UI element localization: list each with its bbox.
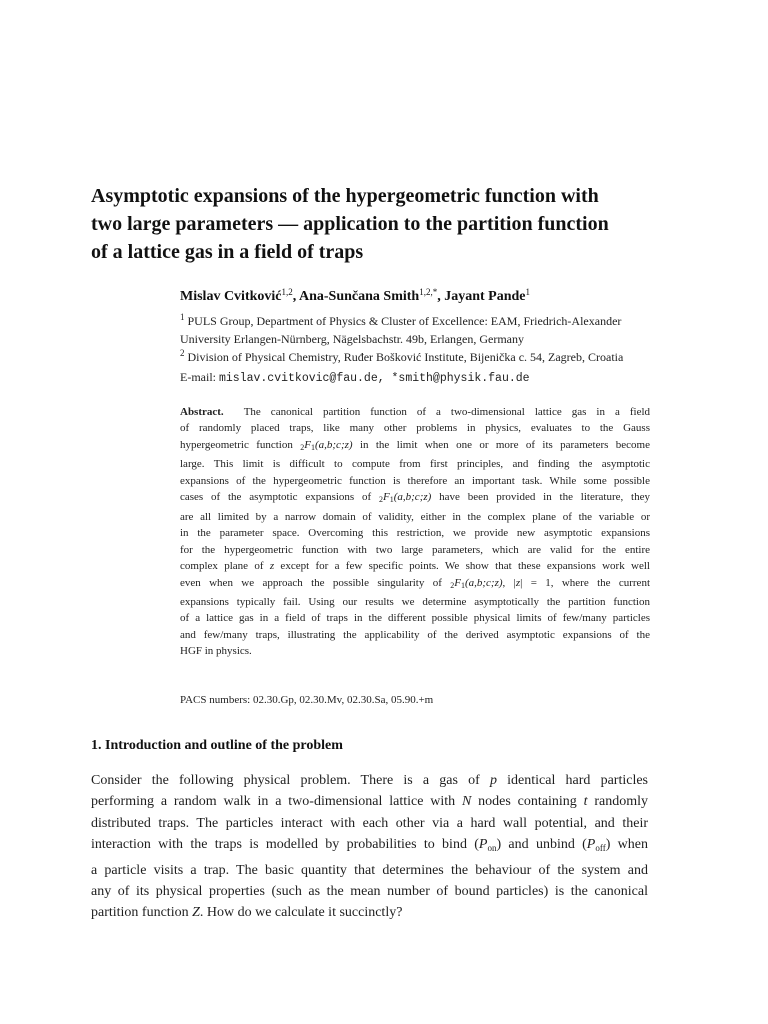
title-line: two large parameters — application to the partition function	[91, 213, 609, 235]
hgf-symbol: F	[383, 491, 390, 504]
math-var: P	[586, 837, 596, 853]
math-var: N	[462, 794, 472, 810]
body-line: a particle visits a trap. The basic quantity that determines the behaviour of the system and	[91, 862, 648, 878]
abstract-line: and few/many traps, illustrating the applicability of the derived asymptotic expansions of the	[180, 628, 650, 641]
body-line	[91, 770, 648, 791]
body-line	[91, 902, 648, 923]
affiliation-text: PULS Group, Department of Physics & Cluster of Excellence: EAM, Friedrich-Alexander	[187, 314, 622, 328]
affiliation-1-cont: University Erlangen-Nürnberg, Nägelsbachstr. 49b, Erlangen, Germany	[180, 332, 525, 346]
abstract-text: , |	[502, 576, 516, 589]
body-text: randomly	[587, 794, 649, 810]
author-name: Jayant Pande	[444, 289, 526, 304]
email-line	[180, 368, 530, 388]
author-affiliation-mark: 1	[525, 287, 530, 297]
author-name: Mislav Cvitković	[180, 289, 282, 304]
hgf-args: (a,b;c;z)	[464, 576, 503, 589]
intro-paragraph	[91, 770, 648, 924]
abstract-line: large. This limit is difficult to compute from first principles, and finding the asymptotic	[180, 458, 650, 471]
body-text: interaction with the traps is modelled by probabilities to bind (	[91, 837, 479, 853]
pacs-numbers: PACS numbers: 02.30.Gp, 02.30.Mv, 02.30.Sa, 05.90.+m	[180, 694, 434, 706]
hgf-pre-index: 2	[450, 580, 455, 590]
math-var: P	[478, 837, 488, 853]
paper-title	[91, 182, 671, 266]
email-addresses[interactable]: mislav.cvitkovic@fau.de, *smith@physik.fau.de	[219, 372, 530, 385]
body-text: Consider the following physical problem. There is a gas of	[91, 773, 490, 788]
abstract-text: in the limit when one or more of its parameters become	[352, 438, 650, 451]
hgf-pre-index: 2	[379, 495, 383, 505]
hgf-args: (a,b;c;z)	[393, 491, 432, 504]
abstract-text: | = 1, where the current	[520, 576, 651, 589]
body-line	[91, 834, 648, 859]
abstract	[180, 404, 650, 660]
abstract-line: for the hypergeometric function with two large parameters, which are valid for the entire	[180, 543, 650, 556]
math-var: z	[269, 560, 275, 573]
body-text: ) when	[605, 837, 648, 853]
body-text: performing a random walk in a two-dimensional lattice with	[91, 794, 462, 810]
author-list	[180, 286, 530, 308]
title-line: of a lattice gas in a field of traps	[91, 241, 364, 263]
abstract-line: in the parameter space. Overcoming this restriction, we provide new asymptotic expansions	[180, 527, 650, 540]
author-affiliation-mark: 1,2	[281, 287, 293, 297]
hgf-pre-index: 2	[300, 442, 305, 452]
body-text: partition function	[91, 905, 193, 921]
abstract-text: even when we approach the possible singularity of	[180, 576, 451, 589]
abstract-text: hypergeometric function	[180, 438, 301, 451]
section-heading: 1. Introduction and outline of the problem	[91, 738, 343, 753]
affiliation-2	[180, 348, 660, 366]
abstract-heading: Abstract.	[180, 406, 224, 418]
author-name: Ana-Sunčana Smith	[298, 289, 420, 304]
hgf-symbol: F	[454, 576, 461, 589]
author-separator: ,	[437, 289, 445, 304]
hgf-post-index: 1	[310, 442, 315, 452]
body-line	[91, 791, 648, 812]
math-var: p	[489, 773, 497, 788]
abstract-line: expansions typically fail. Using our results we determine asymptotically the partition function	[180, 595, 650, 608]
title-line: Asymptotic expansions of the hypergeometric function with	[91, 185, 599, 207]
abstract-text: except for a few specific points. We show that these expansions work well	[274, 560, 650, 573]
abstract-line: are all limited by a narrow domain of validity, either in the complex plane of the variable or	[180, 510, 650, 523]
math-subscript: on	[487, 843, 497, 854]
body-text: nodes containing	[471, 794, 584, 810]
body-text: identical hard particles	[496, 773, 649, 788]
affiliations	[180, 312, 660, 366]
hgf-symbol: F	[304, 438, 311, 451]
hgf-args: (a,b;c;z)	[314, 438, 353, 451]
body-text: . How do we calculate it succinctly?	[199, 905, 403, 921]
email-label: E-mail:	[180, 370, 219, 384]
affiliation-text: Division of Physical Chemistry, Ruđer Bošković Institute, Bijenička c. 54, Zagreb, Croatia	[187, 350, 624, 364]
abstract-text: have been provided in the literature, they	[431, 491, 650, 504]
body-line: any of its physical properties (such as the mean number of bound particles) is the canonical	[91, 884, 648, 900]
abstract-line: of randomly placed traps, like many other problems in physics, evaluates to the Gauss	[180, 422, 650, 435]
math-var: Z	[192, 905, 200, 921]
abstract-line	[180, 437, 650, 456]
abstract-line: of a lattice gas in a field of traps in the different possible physical limits of few/many particles	[180, 612, 650, 625]
math-subscript: off	[595, 843, 606, 854]
author-affiliation-mark: 1,2,*	[419, 287, 438, 297]
body-line: distributed traps. The particles interact with each other via a hard wall potential, and their	[91, 815, 648, 831]
abstract-line	[180, 558, 650, 574]
math-var: t	[583, 794, 588, 810]
abstract-text: cases of the asymptotic expansions of	[180, 491, 379, 504]
affiliation-1	[180, 312, 660, 330]
abstract-line	[180, 489, 650, 508]
math-var: z	[515, 576, 521, 589]
hgf-post-index: 1	[460, 580, 465, 590]
affiliation-mark: 2	[180, 348, 185, 358]
author-separator: ,	[292, 289, 299, 304]
body-text: ) and unbind (	[496, 837, 587, 853]
abstract-line	[180, 404, 650, 420]
abstract-text: The canonical partition function of a two-dimensional lattice gas in a field	[243, 406, 651, 418]
abstract-line: HGF in physics.	[180, 645, 252, 658]
affiliation-mark: 1	[180, 312, 185, 322]
hgf-post-index: 1	[389, 495, 394, 505]
abstract-line	[180, 575, 650, 594]
abstract-text: complex plane of	[180, 560, 270, 573]
abstract-line: expansions of the hypergeometric function is therefore an important task. While some possible	[180, 474, 650, 487]
